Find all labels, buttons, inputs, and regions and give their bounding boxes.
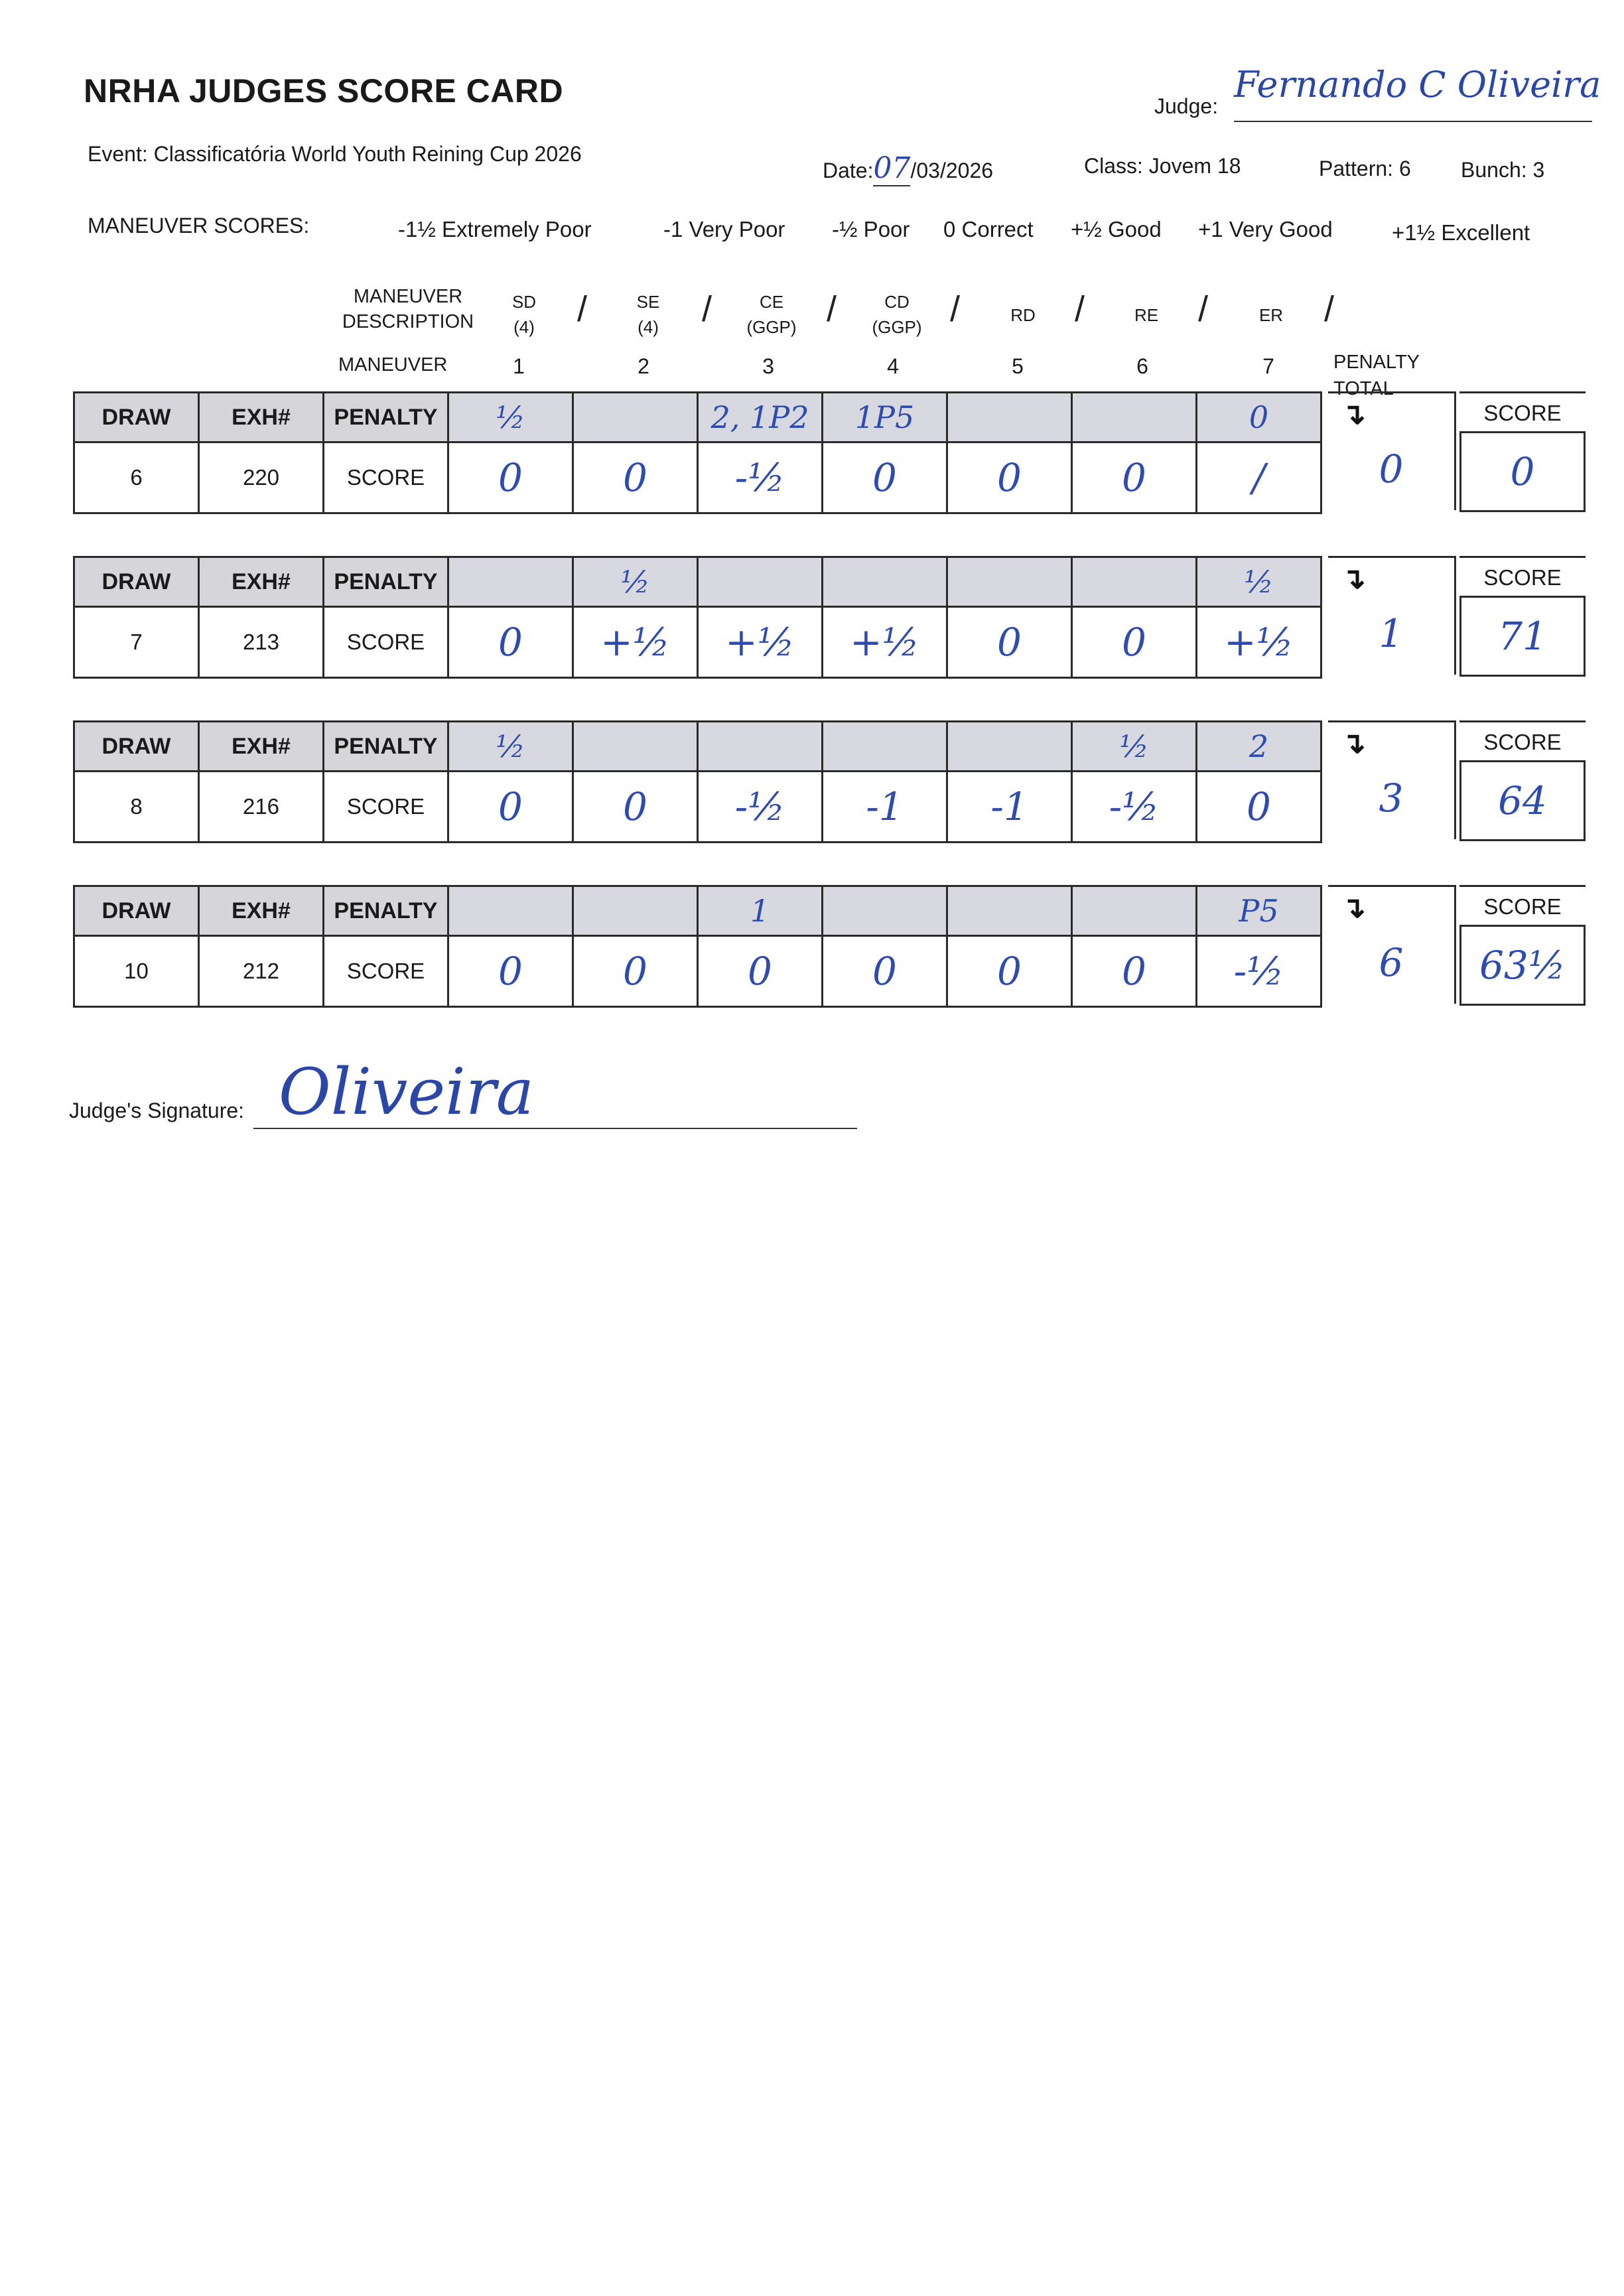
maneuver-score-cell	[823, 442, 947, 513]
final-score-value: 71	[1459, 596, 1586, 677]
maneuver-score-cell	[573, 442, 698, 513]
final-score-value: 0	[1459, 431, 1586, 512]
maneuver-description-label: MANEUVER DESCRIPTION	[342, 286, 474, 332]
event-label: Event:	[88, 142, 148, 166]
scale-item: +1 Very Good	[1198, 217, 1333, 241]
maneuver-score-value: -½	[734, 784, 785, 829]
penalty-cell	[448, 722, 573, 772]
maneuver-score-cell	[698, 607, 823, 678]
draw-header: DRAW	[74, 722, 199, 772]
pattern-field	[1319, 157, 1411, 181]
maneuver-code: SE (4)	[636, 292, 660, 337]
maneuver-score-cell	[1197, 936, 1321, 1007]
maneuver-separator: /	[827, 289, 837, 329]
score-row-label: SCORE	[324, 772, 448, 843]
maneuver-score-cell	[1072, 442, 1197, 513]
maneuver-score-cell	[573, 936, 698, 1007]
maneuver-score-cell	[823, 772, 947, 843]
penalty-cell	[823, 722, 947, 772]
maneuver-score-value: 0	[1247, 784, 1271, 829]
bunch-label: Bunch:	[1461, 158, 1527, 182]
penalty-cell	[573, 557, 698, 607]
penalty-cell	[1072, 557, 1197, 607]
penalty-cell	[1197, 393, 1321, 442]
entry-block	[73, 720, 1586, 860]
penalty-cell	[947, 557, 1072, 607]
penalty-cell	[1197, 886, 1321, 936]
penalty-total-label: PENALTY TOTAL	[1333, 352, 1420, 399]
penalty-total-box	[1328, 720, 1456, 839]
maneuver-separator: /	[577, 289, 588, 329]
date-rest: /03/2026	[910, 159, 994, 182]
pattern-label: Pattern:	[1319, 157, 1394, 180]
penalty-value: 1	[750, 893, 770, 929]
maneuver-score-value: 0	[498, 620, 523, 665]
maneuver-separator: /	[1075, 289, 1085, 329]
score-box-label: SCORE	[1459, 391, 1586, 433]
score-box-label: SCORE	[1459, 885, 1586, 927]
maneuver-code: ER	[1258, 305, 1284, 325]
maneuver-score-value: 0	[997, 620, 1022, 665]
exhibitor-number: 216	[199, 772, 324, 843]
scale-label: MANEUVER SCORES:	[88, 214, 310, 237]
maneuver-score-value: -½	[1233, 949, 1284, 994]
maneuver-score-cell	[698, 772, 823, 843]
draw-header: DRAW	[74, 393, 199, 442]
maneuver-separator: /	[1324, 289, 1335, 329]
maneuver-score-value: +½	[850, 620, 919, 665]
maneuver-separator: /	[1198, 289, 1209, 329]
final-score-value: 63½	[1459, 925, 1586, 1006]
maneuver-score-value: 0	[498, 949, 523, 994]
maneuver-score-value: 0	[748, 949, 772, 994]
penalty-value: 0	[1249, 399, 1269, 435]
maneuver-score-cell	[448, 772, 573, 843]
maneuver-score-value: 0	[872, 949, 897, 994]
scale-item: 0 Correct	[943, 217, 1034, 241]
judge-line	[1234, 121, 1592, 122]
bunch-field	[1461, 158, 1544, 182]
maneuver-number: 2	[638, 354, 649, 378]
penalty-value: 1P5	[854, 399, 915, 435]
class-label: Class:	[1084, 154, 1143, 178]
scale-item: +1½ Excellent	[1392, 220, 1530, 245]
penalty-cell	[1072, 886, 1197, 936]
maneuver-number-label: MANEUVER	[338, 354, 448, 375]
penalty-total-value: 3	[1379, 776, 1404, 821]
penalty-cell	[698, 557, 823, 607]
draw-number: 10	[74, 936, 199, 1007]
maneuver-score-cell	[573, 772, 698, 843]
draw-header: DRAW	[74, 557, 199, 607]
maneuver-score-cell	[823, 936, 947, 1007]
maneuver-score-value: 0	[997, 949, 1022, 994]
maneuver-score-cell	[947, 607, 1072, 678]
maneuver-score-cell	[1072, 936, 1197, 1007]
class-field	[1084, 154, 1241, 178]
maneuver-score-value: 0	[623, 455, 647, 500]
maneuver-code: RD	[1010, 305, 1036, 325]
penalty-value: ½	[496, 728, 525, 764]
score-row-label: SCORE	[324, 442, 448, 513]
penalty-cell	[573, 393, 698, 442]
maneuver-score-cell	[448, 936, 573, 1007]
score-row-label: SCORE	[324, 607, 448, 678]
maneuver-score-cell	[698, 936, 823, 1007]
final-score-value: 64	[1459, 760, 1586, 841]
maneuver-number: 1	[513, 354, 525, 378]
penalty-cell	[698, 393, 823, 442]
maneuver-score-value: 0	[1122, 949, 1146, 994]
penalty-cell	[1072, 393, 1197, 442]
penalty-total-value: 1	[1379, 611, 1404, 656]
card-title: NRHA JUDGES SCORE CARD	[84, 72, 564, 109]
judge-label: Judge:	[1154, 94, 1219, 118]
maneuver-score-value: 0	[1122, 620, 1146, 665]
penalty-header: PENALTY	[324, 722, 448, 772]
maneuver-score-value: /	[1252, 455, 1266, 500]
maneuver-score-value: -½	[734, 455, 785, 500]
maneuver-score-cell	[947, 442, 1072, 513]
maneuver-score-value: 0	[997, 455, 1022, 500]
penalty-value: 2, 1P2	[710, 399, 809, 435]
scale-item: -1 Very Poor	[663, 217, 785, 241]
maneuver-score-value: -1	[990, 784, 1028, 829]
maneuver-number: 5	[1012, 354, 1024, 378]
date-day: 07	[873, 151, 911, 185]
penalty-cell	[698, 886, 823, 936]
penalty-total-box	[1328, 391, 1456, 510]
maneuver-score-value: 0	[623, 949, 647, 994]
score-row-label: SCORE	[324, 936, 448, 1007]
maneuver-score-value: -1	[866, 784, 904, 829]
score-box-label: SCORE	[1459, 556, 1586, 598]
penalty-cell	[823, 886, 947, 936]
penalty-header: PENALTY	[324, 557, 448, 607]
date-field	[823, 151, 993, 186]
maneuver-score-cell	[947, 772, 1072, 843]
penalty-header: PENALTY	[324, 886, 448, 936]
penalty-cell	[573, 722, 698, 772]
judge-name: Fernando C Oliveira	[1234, 64, 1601, 105]
entry-table	[73, 720, 1322, 843]
draw-number: 7	[74, 607, 199, 678]
penalty-cell	[823, 557, 947, 607]
down-arrow-icon: ↴	[1341, 398, 1366, 431]
penalty-cell	[947, 886, 1072, 936]
maneuver-score-value: +½	[725, 620, 795, 665]
penalty-cell	[947, 722, 1072, 772]
entry-table	[73, 556, 1322, 679]
exhibitor-number: 220	[199, 442, 324, 513]
draw-header: DRAW	[74, 886, 199, 936]
judge-signature: Oliveira	[279, 1055, 534, 1129]
maneuver-score-cell	[448, 442, 573, 513]
penalty-cell	[947, 393, 1072, 442]
maneuver-score-cell	[1197, 772, 1321, 843]
maneuver-score-cell	[823, 607, 947, 678]
maneuver-score-value: +½	[1224, 620, 1294, 665]
maneuver-code: RE	[1134, 305, 1159, 325]
bunch-value: 3	[1532, 158, 1545, 182]
penalty-value: ½	[1119, 728, 1149, 764]
exh-header: EXH#	[199, 886, 324, 936]
maneuver-code: CD (GGP)	[872, 292, 922, 337]
penalty-total-value: 0	[1379, 446, 1404, 492]
penalty-value: ½	[1244, 564, 1274, 600]
maneuver-score-cell	[947, 936, 1072, 1007]
maneuver-score-cell	[1072, 607, 1197, 678]
penalty-cell	[823, 393, 947, 442]
class-value: Jovem 18	[1148, 154, 1241, 178]
maneuver-separator: /	[702, 289, 712, 329]
draw-number: 6	[74, 442, 199, 513]
scale-item: -1½ Extremely Poor	[398, 217, 592, 241]
maneuver-score-cell	[573, 607, 698, 678]
penalty-total-box	[1328, 885, 1456, 1004]
maneuver-score-cell	[448, 607, 573, 678]
draw-number: 8	[74, 772, 199, 843]
maneuver-number: 4	[887, 354, 899, 378]
exhibitor-number: 213	[199, 607, 324, 678]
maneuver-score-cell	[1197, 442, 1321, 513]
exhibitor-number: 212	[199, 936, 324, 1007]
maneuver-score-cell	[698, 442, 823, 513]
maneuver-score-value: +½	[600, 620, 670, 665]
scale-item: -½ Poor	[832, 217, 910, 241]
maneuver-code: CE (GGP)	[746, 292, 797, 337]
maneuver-score-value: -½	[1109, 784, 1160, 829]
signature-line	[253, 1128, 857, 1129]
penalty-cell	[1072, 722, 1197, 772]
penalty-total-value: 6	[1379, 940, 1404, 985]
event-line	[88, 142, 582, 167]
maneuver-code: SD (4)	[511, 292, 537, 337]
scale-item: +½ Good	[1071, 217, 1162, 241]
down-arrow-icon: ↴	[1341, 563, 1366, 595]
penalty-value: P5	[1239, 893, 1279, 929]
maneuver-number: 7	[1262, 354, 1274, 378]
penalty-cell	[448, 557, 573, 607]
penalty-value: 2	[1249, 728, 1269, 764]
penalty-total-box	[1328, 556, 1456, 675]
entry-block	[73, 885, 1586, 1024]
signature-label: Judge's Signature:	[69, 1099, 245, 1122]
entry-block	[73, 391, 1586, 531]
maneuver-number: 6	[1136, 354, 1148, 378]
maneuver-score-value: 0	[872, 455, 897, 500]
penalty-cell	[698, 722, 823, 772]
maneuver-score-cell	[1072, 772, 1197, 843]
penalty-cell	[1197, 557, 1321, 607]
penalty-cell	[448, 393, 573, 442]
exh-header: EXH#	[199, 722, 324, 772]
maneuver-score-value: 0	[623, 784, 647, 829]
down-arrow-icon: ↴	[1341, 892, 1366, 924]
maneuver-number: 3	[762, 354, 774, 378]
entry-block	[73, 556, 1586, 695]
event-name: Classificatória World Youth Reining Cup 2026	[153, 142, 582, 166]
penalty-cell	[1197, 722, 1321, 772]
maneuver-score-value: 0	[1122, 455, 1146, 500]
exh-header: EXH#	[199, 557, 324, 607]
maneuver-separator: /	[950, 289, 961, 329]
maneuver-score-value: 0	[498, 455, 523, 500]
exh-header: EXH#	[199, 393, 324, 442]
penalty-cell	[573, 886, 698, 936]
score-box-label: SCORE	[1459, 720, 1586, 762]
penalty-cell	[448, 886, 573, 936]
maneuver-score-cell	[1197, 607, 1321, 678]
penalty-value: ½	[620, 564, 650, 600]
entry-table	[73, 885, 1322, 1008]
entry-table	[73, 391, 1322, 514]
down-arrow-icon: ↴	[1341, 727, 1366, 760]
penalty-header: PENALTY	[324, 393, 448, 442]
penalty-value: ½	[496, 399, 525, 435]
maneuver-score-value: 0	[498, 784, 523, 829]
pattern-value: 6	[1398, 157, 1411, 180]
date-label: Date:	[823, 159, 874, 182]
